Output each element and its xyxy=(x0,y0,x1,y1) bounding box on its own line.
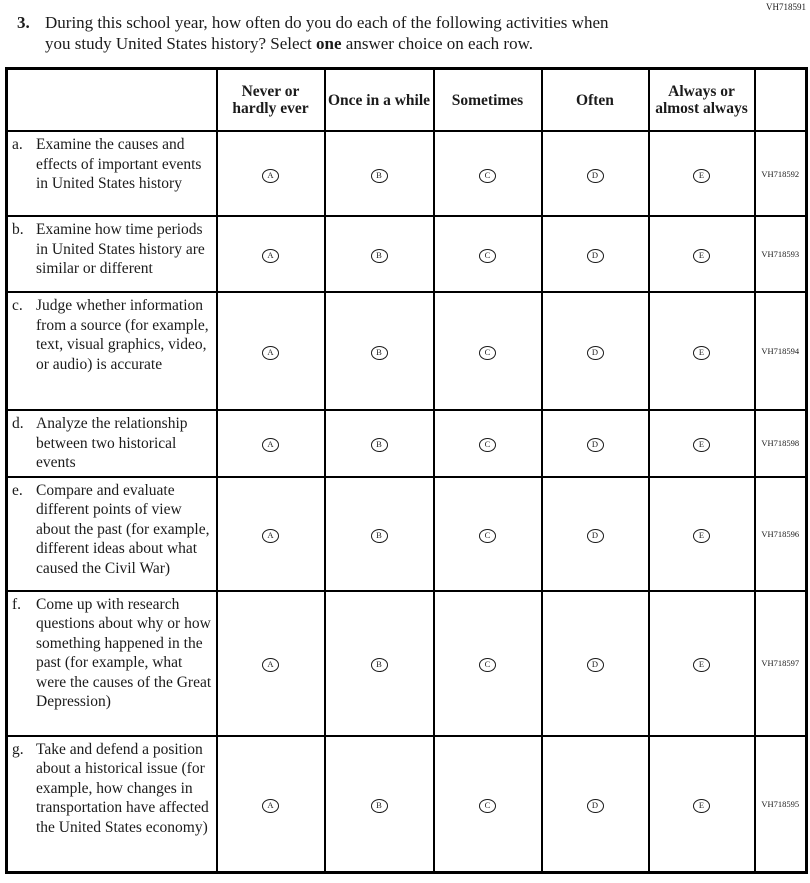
answer-bubble-E[interactable]: E xyxy=(693,249,710,263)
answer-bubble-B[interactable]: B xyxy=(371,529,388,543)
row-letter: a. xyxy=(12,136,23,153)
option-cell xyxy=(434,292,542,410)
row-letter: e. xyxy=(12,481,23,499)
answer-bubble-A[interactable]: A xyxy=(262,799,279,813)
option-cell xyxy=(542,292,649,410)
answer-bubble-A[interactable]: A xyxy=(262,346,279,360)
answer-bubble-E[interactable]: E xyxy=(693,346,710,360)
answer-bubble-B[interactable]: B xyxy=(371,438,388,452)
answer-bubble-A[interactable]: A xyxy=(262,658,279,672)
question-text-line1: During this school year, how often do you do each of the following activities when xyxy=(45,13,609,32)
row-label xyxy=(7,410,217,477)
table-row-c xyxy=(7,292,807,410)
row-text: Examine the causes and effects of important events in United States history xyxy=(36,136,202,192)
row-text: Take and defend a position about a historical issue (for example, how changes in transportation have affected the United States economy) xyxy=(36,740,209,836)
option-cell xyxy=(434,131,542,216)
answer-bubble-C[interactable]: C xyxy=(479,169,496,183)
question-block xyxy=(0,0,810,54)
row-text: Compare and evaluate different points of view about the past (for example, different ideas about what caused the Civil War) xyxy=(36,481,210,577)
header-code-blank-cell xyxy=(755,69,807,132)
row-label xyxy=(7,591,217,736)
option-cell xyxy=(217,477,325,591)
header-blank-cell xyxy=(7,69,217,132)
answer-bubble-C[interactable]: C xyxy=(479,529,496,543)
option-cell xyxy=(542,216,649,292)
row-label xyxy=(7,216,217,292)
answer-bubble-E[interactable]: E xyxy=(693,438,710,452)
table-row-b xyxy=(7,216,807,292)
bold-word-one: one xyxy=(316,34,342,53)
row-code: VH718593 xyxy=(755,216,807,292)
row-label xyxy=(7,131,217,216)
option-cell xyxy=(649,591,755,736)
answer-bubble-D[interactable]: D xyxy=(587,799,604,813)
option-cell xyxy=(434,216,542,292)
option-cell xyxy=(325,131,434,216)
table-row-f xyxy=(7,591,807,736)
table-row-a xyxy=(7,131,807,216)
option-cell xyxy=(217,736,325,873)
row-code: VH718597 xyxy=(755,591,807,736)
option-cell xyxy=(649,216,755,292)
row-letter: f. xyxy=(12,595,22,613)
option-cell xyxy=(542,736,649,873)
header-row xyxy=(7,69,807,132)
answer-bubble-A[interactable]: A xyxy=(262,529,279,543)
option-cell xyxy=(325,736,434,873)
column-header-sometimes: Sometimes xyxy=(434,69,542,132)
row-code: VH718595 xyxy=(755,736,807,873)
row-letter: c. xyxy=(12,297,23,314)
answer-bubble-B[interactable]: B xyxy=(371,799,388,813)
option-cell xyxy=(649,292,755,410)
answer-bubble-D[interactable]: D xyxy=(587,529,604,543)
answer-bubble-A[interactable]: A xyxy=(262,438,279,452)
option-cell xyxy=(542,477,649,591)
row-text: Come up with research questions about why or how something happened in the past (for example, what were the causes of the Great Depression) xyxy=(36,595,212,710)
option-cell xyxy=(434,477,542,591)
answer-bubble-C[interactable]: C xyxy=(479,799,496,813)
option-cell xyxy=(325,410,434,477)
column-header-once-in-a-while: Once in a while xyxy=(325,69,434,132)
column-header-often: Often xyxy=(542,69,649,132)
answer-bubble-C[interactable]: C xyxy=(479,346,496,360)
row-code: VH718594 xyxy=(755,292,807,410)
answer-bubble-C[interactable]: C xyxy=(479,438,496,452)
option-cell xyxy=(217,216,325,292)
option-cell xyxy=(434,591,542,736)
option-cell xyxy=(542,591,649,736)
row-code: VH718596 xyxy=(755,477,807,591)
row-code: VH718592 xyxy=(755,131,807,216)
option-cell xyxy=(649,736,755,873)
answer-bubble-A[interactable]: A xyxy=(262,249,279,263)
answer-bubble-E[interactable]: E xyxy=(693,169,710,183)
question-text xyxy=(45,12,609,54)
option-cell xyxy=(434,410,542,477)
option-cell xyxy=(649,477,755,591)
answer-bubble-D[interactable]: D xyxy=(587,249,604,263)
answer-bubble-E[interactable]: E xyxy=(693,529,710,543)
option-cell xyxy=(217,131,325,216)
row-text: Judge whether information from a source (for example, text, visual graphics, video, or audio) is accurate xyxy=(36,297,209,373)
table-row-g xyxy=(7,736,807,873)
question-number: 3. xyxy=(17,13,30,32)
row-letter: b. xyxy=(12,221,24,238)
row-label xyxy=(7,736,217,873)
answer-bubble-C[interactable]: C xyxy=(479,249,496,263)
column-header-always-or-almost-always: Always or almost always xyxy=(649,69,755,132)
answer-bubble-B[interactable]: B xyxy=(371,249,388,263)
answer-bubble-B[interactable]: B xyxy=(371,658,388,672)
answer-bubble-C[interactable]: C xyxy=(479,658,496,672)
answer-bubble-E[interactable]: E xyxy=(693,658,710,672)
table-row-e xyxy=(7,477,807,591)
option-cell xyxy=(325,591,434,736)
answer-bubble-D[interactable]: D xyxy=(587,169,604,183)
row-label xyxy=(7,477,217,591)
answer-bubble-D[interactable]: D xyxy=(587,346,604,360)
option-cell xyxy=(325,292,434,410)
answer-bubble-E[interactable]: E xyxy=(693,799,710,813)
answer-bubble-B[interactable]: B xyxy=(371,346,388,360)
option-cell xyxy=(325,216,434,292)
table-row-d xyxy=(7,410,807,477)
question-text-line2: you study United States history? Select one answer choice on each row. xyxy=(45,34,534,53)
row-text: Examine how time periods in United States history are similar or different xyxy=(36,221,205,277)
option-cell xyxy=(217,292,325,410)
row-letter: d. xyxy=(12,415,24,432)
row-code: VH718598 xyxy=(755,410,807,477)
row-letter: g. xyxy=(12,740,24,758)
row-label xyxy=(7,292,217,410)
answer-bubble-A[interactable]: A xyxy=(262,169,279,183)
row-text: Analyze the relationship between two historical events xyxy=(36,415,188,471)
option-cell xyxy=(649,410,755,477)
option-cell xyxy=(217,410,325,477)
option-cell xyxy=(542,410,649,477)
column-header-never-or-hardly-ever: Never or hardly ever xyxy=(217,69,325,132)
option-cell xyxy=(649,131,755,216)
answer-bubble-D[interactable]: D xyxy=(587,658,604,672)
option-cell xyxy=(434,736,542,873)
option-cell xyxy=(217,591,325,736)
form-code-top: VH718591 xyxy=(766,2,806,12)
answer-bubble-D[interactable]: D xyxy=(587,438,604,452)
answer-bubble-B[interactable]: B xyxy=(371,169,388,183)
option-cell xyxy=(325,477,434,591)
option-cell xyxy=(542,131,649,216)
survey-matrix-table xyxy=(5,67,808,874)
